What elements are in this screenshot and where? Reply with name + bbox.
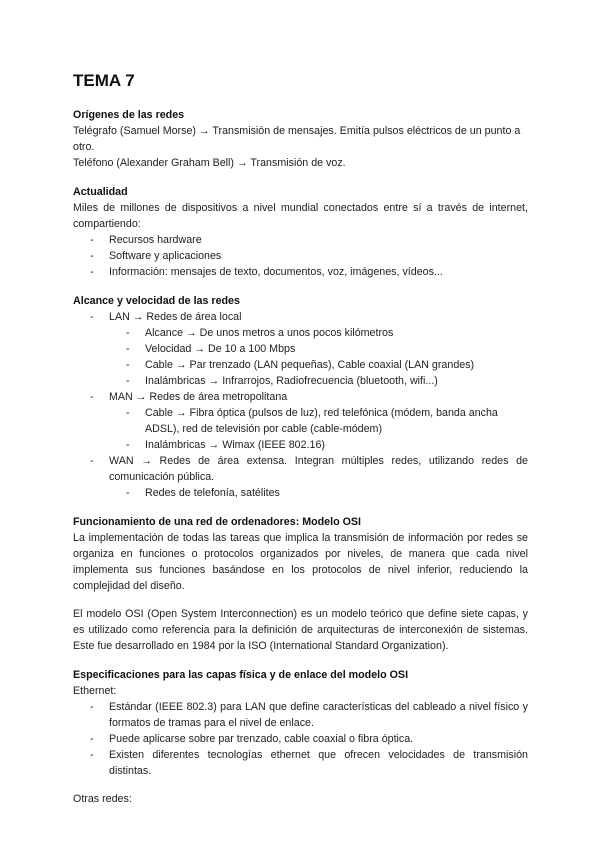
section-heading: Alcance y velocidad de las redes (73, 295, 240, 307)
sub-list (109, 325, 528, 389)
section-heading: Especificaciones para las capas física y de enlace del modelo OSI (73, 669, 409, 681)
list-item-label: WAN → Redes de área extensa. Integran múltiples redes, utilizando redes de comunicación pública. (109, 455, 528, 483)
sub-list-item: - Velocidad → De 10 a 100 Mbps (145, 341, 528, 357)
section-heading: Actualidad (73, 186, 128, 198)
sub-list-item: - Alcance → De unos metros a unos pocos kilómetros (145, 325, 528, 341)
bullet-list (73, 309, 528, 501)
paragraph-gap (73, 594, 528, 606)
paragraph: Miles de millones de dispositivos a nivel mundial conectados entre sí a través de internet, compartiendo: (73, 202, 528, 230)
paragraph: La implementación de todas las tareas que implica la transmisión de información por redes se organiza en funciones o protocolos organizados por niveles, de manera que cada nivel implementa sus funciones basándose en los protocolos de nivel inferior, reduciendo la complejidad del diseño. (73, 532, 528, 592)
list-item-man (109, 389, 528, 453)
sub-list (109, 405, 528, 453)
paragraph: Ethernet: (73, 685, 117, 697)
list-item: - Recursos hardware (109, 232, 528, 248)
bullet-list (73, 699, 528, 779)
list-item-wan (109, 453, 528, 501)
section-funcionamiento (73, 514, 528, 654)
section-heading: Orígenes de las redes (73, 109, 185, 121)
paragraph: Telégrafo (Samuel Morse) → Transmisión de mensajes. Emitía pulsos eléctricos de un punto a otro. (73, 125, 521, 153)
sub-list (109, 485, 528, 501)
list-item: - Puede aplicarse sobre par trenzado, cable coaxial o fibra óptica. (109, 731, 528, 747)
section-actualidad (73, 184, 528, 280)
list-item-label: LAN → Redes de área local (109, 311, 242, 323)
page-title: TEMA 7 (73, 71, 135, 90)
list-item: - Software y aplicaciones (109, 248, 528, 264)
list-item: - Información: mensajes de texto, documentos, voz, imágenes, vídeos... (109, 264, 528, 280)
paragraph: Teléfono (Alexander Graham Bell) → Transmisión de voz. (73, 157, 346, 169)
section-heading: Funcionamiento de una red de ordenadores: Modelo OSI (73, 516, 361, 528)
paragraph-gap (73, 779, 528, 791)
sub-list-item: - Redes de telefonía, satélites (145, 485, 528, 501)
section-origenes (73, 107, 528, 171)
list-item-lan (109, 309, 528, 389)
list-item: - Existen diferentes tecnologías ethernet que ofrecen velocidades de transmisión distintas. (109, 747, 528, 779)
sub-list-item: - Cable → Fibra óptica (pulsos de luz), red telefónica (módem, banda ancha ADSL), red de televisión por cable (cable-módem) (145, 405, 528, 437)
list-item-label: MAN → Redes de área metropolitana (109, 391, 288, 403)
paragraph: El modelo OSI (Open System Interconnection) es un modelo teórico que define siete capas, y es utilizado como referencia para la definición de arquitecturas de interconexión de sistemas. Este fue desarrollado en 1984 por la ISO (International Standard Organization). (73, 608, 528, 652)
sub-list-item: - Inalámbricas → Wimax (IEEE 802.16) (145, 437, 528, 453)
paragraph: Otras redes: (73, 793, 132, 805)
section-alcance (73, 293, 528, 501)
bullet-list (73, 232, 528, 280)
section-especificaciones (73, 667, 528, 807)
document-content (73, 71, 528, 820)
sub-list-item: - Cable → Par trenzado (LAN pequeñas), Cable coaxial (LAN grandes) (145, 357, 528, 373)
list-item: - Estándar (IEEE 802.3) para LAN que define características del cableado a nivel físico y formatos de tramas para el nivel de enlace. (109, 699, 528, 731)
sub-list-item: - Inalámbricas → Infrarrojos, Radiofrecuencia (bluetooth, wifi...) (145, 373, 528, 389)
